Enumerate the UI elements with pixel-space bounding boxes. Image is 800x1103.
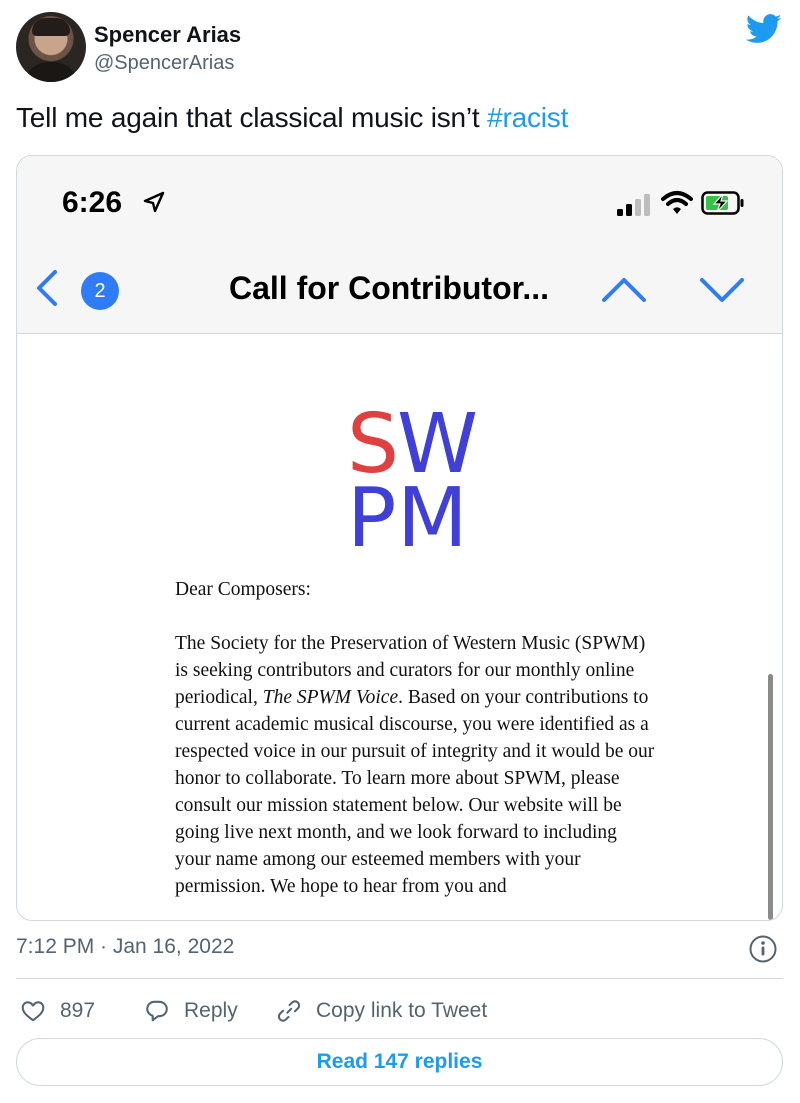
unread-count-badge[interactable]: 2 — [81, 272, 119, 310]
email-paragraph — [175, 630, 655, 900]
wifi-icon — [661, 190, 693, 216]
author-display-name[interactable]: Spencer Arias — [94, 22, 242, 47]
heart-icon — [20, 998, 46, 1024]
tweet-media-image[interactable] — [16, 155, 783, 921]
logo-letter-w: W — [397, 397, 479, 492]
mail-header — [17, 156, 782, 334]
reply-bubble-icon — [144, 998, 170, 1024]
twitter-bird-icon[interactable] — [746, 14, 782, 44]
back-chevron-icon[interactable] — [31, 268, 61, 308]
copy-link-label: Copy link to Tweet — [316, 999, 488, 1022]
cellular-signal-icon — [617, 194, 653, 216]
chevron-down-icon[interactable] — [697, 274, 747, 306]
author-handle[interactable]: @SpencerArias — [94, 52, 235, 74]
email-paragraph-start: The Society for the Preservation of Western Music (SPWM) is seeking contributors and curators for our monthly online periodical, — [175, 633, 646, 708]
logo-letter-p: P — [347, 471, 397, 566]
like-count: 897 — [60, 999, 96, 1022]
tweet-text-body: Tell me again that classical music isn’t — [16, 102, 488, 133]
like-button[interactable] — [20, 994, 95, 1028]
scrollbar[interactable] — [768, 674, 773, 920]
spwm-logo — [347, 397, 479, 566]
battery-charging-icon — [701, 190, 745, 216]
divider — [16, 978, 783, 979]
email-greeting: Dear Composers: — [175, 579, 311, 600]
reply-button[interactable] — [144, 994, 238, 1028]
logo-letter-s: S — [347, 397, 400, 492]
info-icon[interactable] — [748, 934, 778, 964]
email-body — [175, 576, 655, 900]
email-paragraph-rest: . Based on your contributions to current academic musical discourse, you were identified as a respected voice in our pursuit of integrity and it would be our honor to collaborate. To learn more about SPWM, please consult our mission statement below. Our website will be going live next month, and we look forward to including your name among our esteemed members with your permission. We hope to hear from you and — [175, 687, 655, 897]
tweet-timestamp[interactable]: 7:12 PM · Jan 16, 2022 — [16, 935, 235, 958]
chevron-up-icon[interactable] — [599, 274, 649, 306]
location-arrow-icon — [142, 190, 166, 214]
avatar[interactable] — [16, 12, 86, 82]
read-replies-button[interactable]: Read 147 replies — [16, 1038, 783, 1086]
mail-subject: Call for Contributor... — [229, 270, 549, 306]
status-bar-time: 6:26 — [62, 186, 123, 219]
link-icon — [276, 998, 302, 1024]
tweet-text — [16, 102, 568, 134]
reply-label: Reply — [184, 999, 238, 1022]
periodical-title: The SPWM Voice — [262, 687, 399, 708]
copy-link-button[interactable] — [276, 994, 487, 1028]
logo-letter-m: M — [397, 471, 468, 566]
hashtag-link[interactable]: #racist — [487, 102, 569, 133]
